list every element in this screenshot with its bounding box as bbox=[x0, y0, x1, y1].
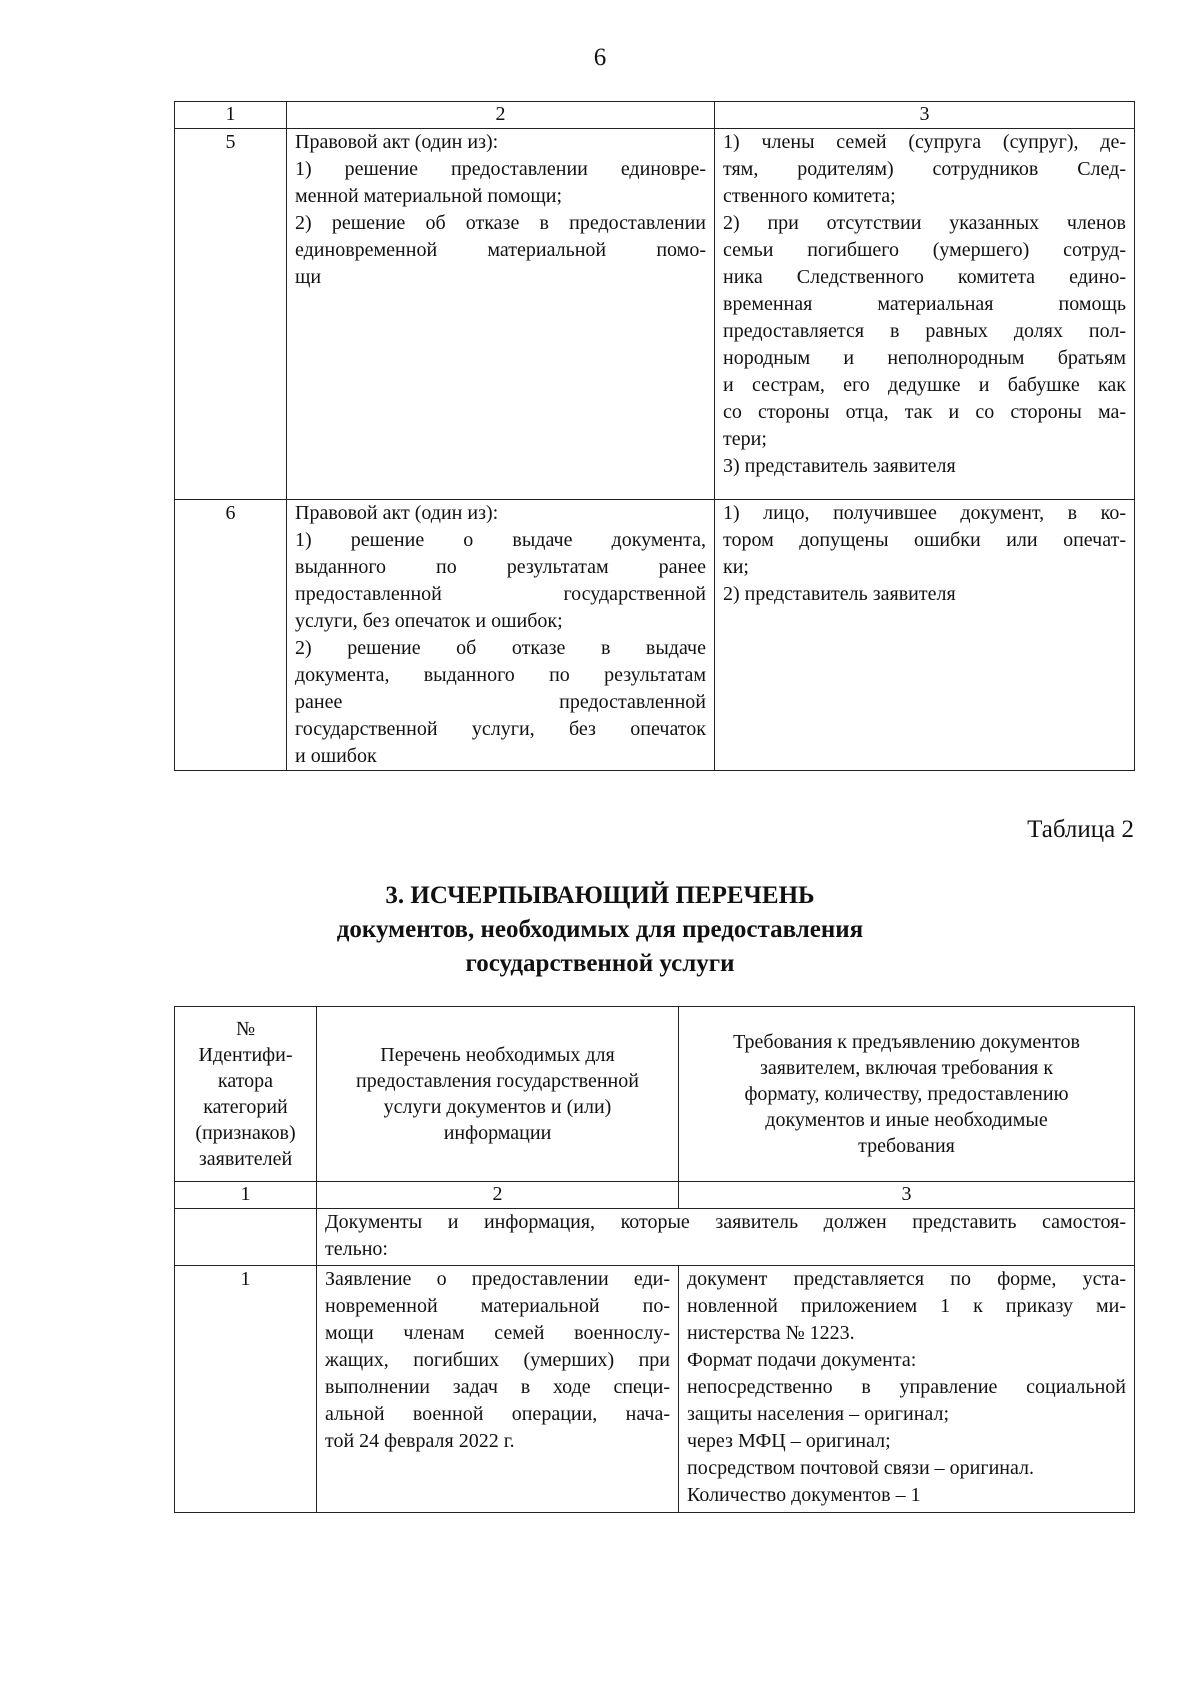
applicants-cell bbox=[715, 129, 1135, 500]
text-line: Формат подачи документа: bbox=[687, 1349, 917, 1371]
text-line: альной военной операции, нача- bbox=[325, 1403, 670, 1425]
column-number: 2 bbox=[287, 102, 715, 129]
applicants-cell bbox=[715, 500, 1135, 771]
table-1 bbox=[174, 101, 1135, 771]
table-1-column-numbers bbox=[175, 102, 1135, 129]
column-number: 2 bbox=[317, 1182, 679, 1209]
text-line: предоставления государственной bbox=[356, 1070, 639, 1092]
text-line: 1) решение предоставлении единовре- bbox=[295, 158, 706, 180]
text-line: со стороны отца, так и со стороны ма- bbox=[723, 401, 1126, 423]
table-2-column-numbers bbox=[175, 1182, 1135, 1209]
text-line: новременной материальной по- bbox=[325, 1295, 670, 1317]
text-line: выданного по результатам ранее bbox=[295, 556, 706, 578]
text-line: услуги документов и (или) bbox=[383, 1096, 612, 1118]
text-line: заявителей bbox=[198, 1148, 293, 1170]
table-row bbox=[175, 500, 1135, 771]
text-line: ника Следственного комитета едино- bbox=[723, 266, 1126, 288]
text-line: 2) представитель заявителя bbox=[723, 583, 956, 605]
column-number: 1 bbox=[175, 1182, 317, 1209]
text-line: Заявление о предоставлении еди- bbox=[325, 1268, 670, 1290]
text-line: № bbox=[235, 1018, 256, 1040]
text-line: предоставляется в равных долях пол- bbox=[723, 320, 1126, 342]
text-line: заявителем, включая требования к bbox=[759, 1057, 1054, 1079]
text-line: информации bbox=[443, 1122, 552, 1144]
text-line: ранее предоставленной bbox=[295, 691, 706, 713]
table-2 bbox=[174, 1006, 1135, 1513]
text-line: выполнении задач в ходе специ- bbox=[325, 1376, 670, 1398]
text-line: семьи погибшего (умершего) сотруд- bbox=[723, 239, 1126, 261]
requirements-cell bbox=[679, 1266, 1135, 1513]
text-line: щи bbox=[295, 266, 322, 288]
text-line: катора bbox=[217, 1070, 274, 1092]
header-requirements bbox=[679, 1007, 1135, 1182]
section-title bbox=[0, 879, 1200, 981]
text-line: той 24 февраля 2022 г. bbox=[325, 1430, 515, 1452]
header-documents-list bbox=[317, 1007, 679, 1182]
text-line: тери; bbox=[723, 428, 767, 450]
row-number: 5 bbox=[175, 129, 287, 500]
text-line: мощи членам семей военнослу- bbox=[325, 1322, 670, 1344]
text-line: Идентифи- bbox=[198, 1044, 293, 1066]
section-title-line: государственной услуги bbox=[465, 950, 735, 977]
text-line: документа, выданного по результатам bbox=[295, 664, 706, 686]
header-category-id bbox=[175, 1007, 317, 1182]
text-line: 2) решение об отказе в предоставлении bbox=[295, 212, 706, 234]
text-line: требования bbox=[858, 1135, 955, 1157]
text-line: категорий bbox=[203, 1096, 288, 1118]
text-line: (признаков) bbox=[195, 1122, 296, 1144]
text-line: Документы и информация, которые заявитель должен представить самостоя- bbox=[325, 1211, 1126, 1233]
legal-act-cell bbox=[287, 500, 715, 771]
text-line: жащих, погибших (умерших) при bbox=[325, 1349, 670, 1371]
text-line: предоставленной государственной bbox=[295, 583, 706, 605]
text-line: ки; bbox=[723, 556, 749, 578]
table-row bbox=[175, 1266, 1135, 1513]
text-line: 2) решение об отказе в выдаче bbox=[295, 637, 706, 659]
text-line: защиты населения – оригинал; bbox=[687, 1403, 950, 1425]
text-line: новленной приложением 1 к приказу ми- bbox=[687, 1295, 1126, 1317]
table-2-header-row bbox=[175, 1007, 1135, 1182]
section-title-line: 3. ИСЧЕРПЫВАЮЩИЙ ПЕРЕЧЕНЬ bbox=[385, 882, 815, 909]
column-number: 3 bbox=[715, 102, 1135, 129]
row-number: 1 bbox=[175, 1266, 317, 1513]
text-line: документов и иные необходимые bbox=[765, 1109, 1048, 1131]
column-number: 1 bbox=[175, 102, 287, 129]
text-line: документ представляется по форме, уста- bbox=[687, 1268, 1126, 1290]
text-line: государственной услуги, без опечаток bbox=[295, 718, 706, 740]
text-line: единовременной материальной помо- bbox=[295, 239, 706, 261]
table-2-section-row bbox=[175, 1209, 1135, 1266]
text-line: ственного комитета; bbox=[723, 185, 896, 207]
page-number: 6 bbox=[593, 44, 607, 71]
text-line: тором допущены ошибки или опечат- bbox=[723, 529, 1126, 551]
text-line: и сестрам, его дедушке и бабушке как bbox=[723, 374, 1126, 396]
text-line: нородным и неполнородным братьям bbox=[723, 347, 1126, 369]
empty-cell bbox=[175, 1209, 317, 1266]
text-line: Перечень необходимых для bbox=[380, 1044, 615, 1066]
text-line: Правовой акт (один из): bbox=[295, 131, 499, 153]
text-line: 1) лицо, получившее документ, в ко- bbox=[723, 502, 1126, 524]
table-row bbox=[175, 129, 1135, 500]
text-line: Требования к предъявлению документов bbox=[733, 1031, 1080, 1053]
text-line: непосредственно в управление социальной bbox=[687, 1376, 1126, 1398]
text-line: Правовой акт (один из): bbox=[295, 502, 499, 524]
document-name-cell bbox=[317, 1266, 679, 1513]
text-line: Количество документов – 1 bbox=[687, 1484, 921, 1506]
text-line: посредством почтовой связи – оригинал. bbox=[687, 1457, 1035, 1479]
column-number: 3 bbox=[679, 1182, 1135, 1209]
legal-act-cell bbox=[287, 129, 715, 500]
text-line: через МФЦ – оригинал; bbox=[687, 1430, 891, 1452]
text-line: тям, родителям) сотрудников След- bbox=[723, 158, 1126, 180]
text-line: тельно: bbox=[325, 1238, 388, 1260]
text-line: менной материальной помощи; bbox=[295, 185, 563, 207]
section-title-line: документов, необходимых для предоставления bbox=[336, 916, 864, 943]
text-line: услуги, без опечаток и ошибок; bbox=[295, 610, 563, 632]
text-line: 1) члены семей (супруга (супруг), де- bbox=[723, 131, 1126, 153]
section-row-text bbox=[317, 1209, 1135, 1266]
text-line: временная материальная помощь bbox=[723, 293, 1126, 315]
text-line: 3) представитель заявителя bbox=[723, 455, 956, 477]
text-line: формату, количеству, предоставлению bbox=[744, 1083, 1069, 1105]
text-line: 2) при отсутствии указанных членов bbox=[723, 212, 1126, 234]
text-line: и ошибок bbox=[295, 745, 377, 767]
row-number: 6 bbox=[175, 500, 287, 771]
text-line: нистерства № 1223. bbox=[687, 1322, 855, 1344]
text-line: 1) решение о выдаче документа, bbox=[295, 529, 706, 551]
table-caption: Таблица 2 bbox=[1027, 816, 1134, 843]
